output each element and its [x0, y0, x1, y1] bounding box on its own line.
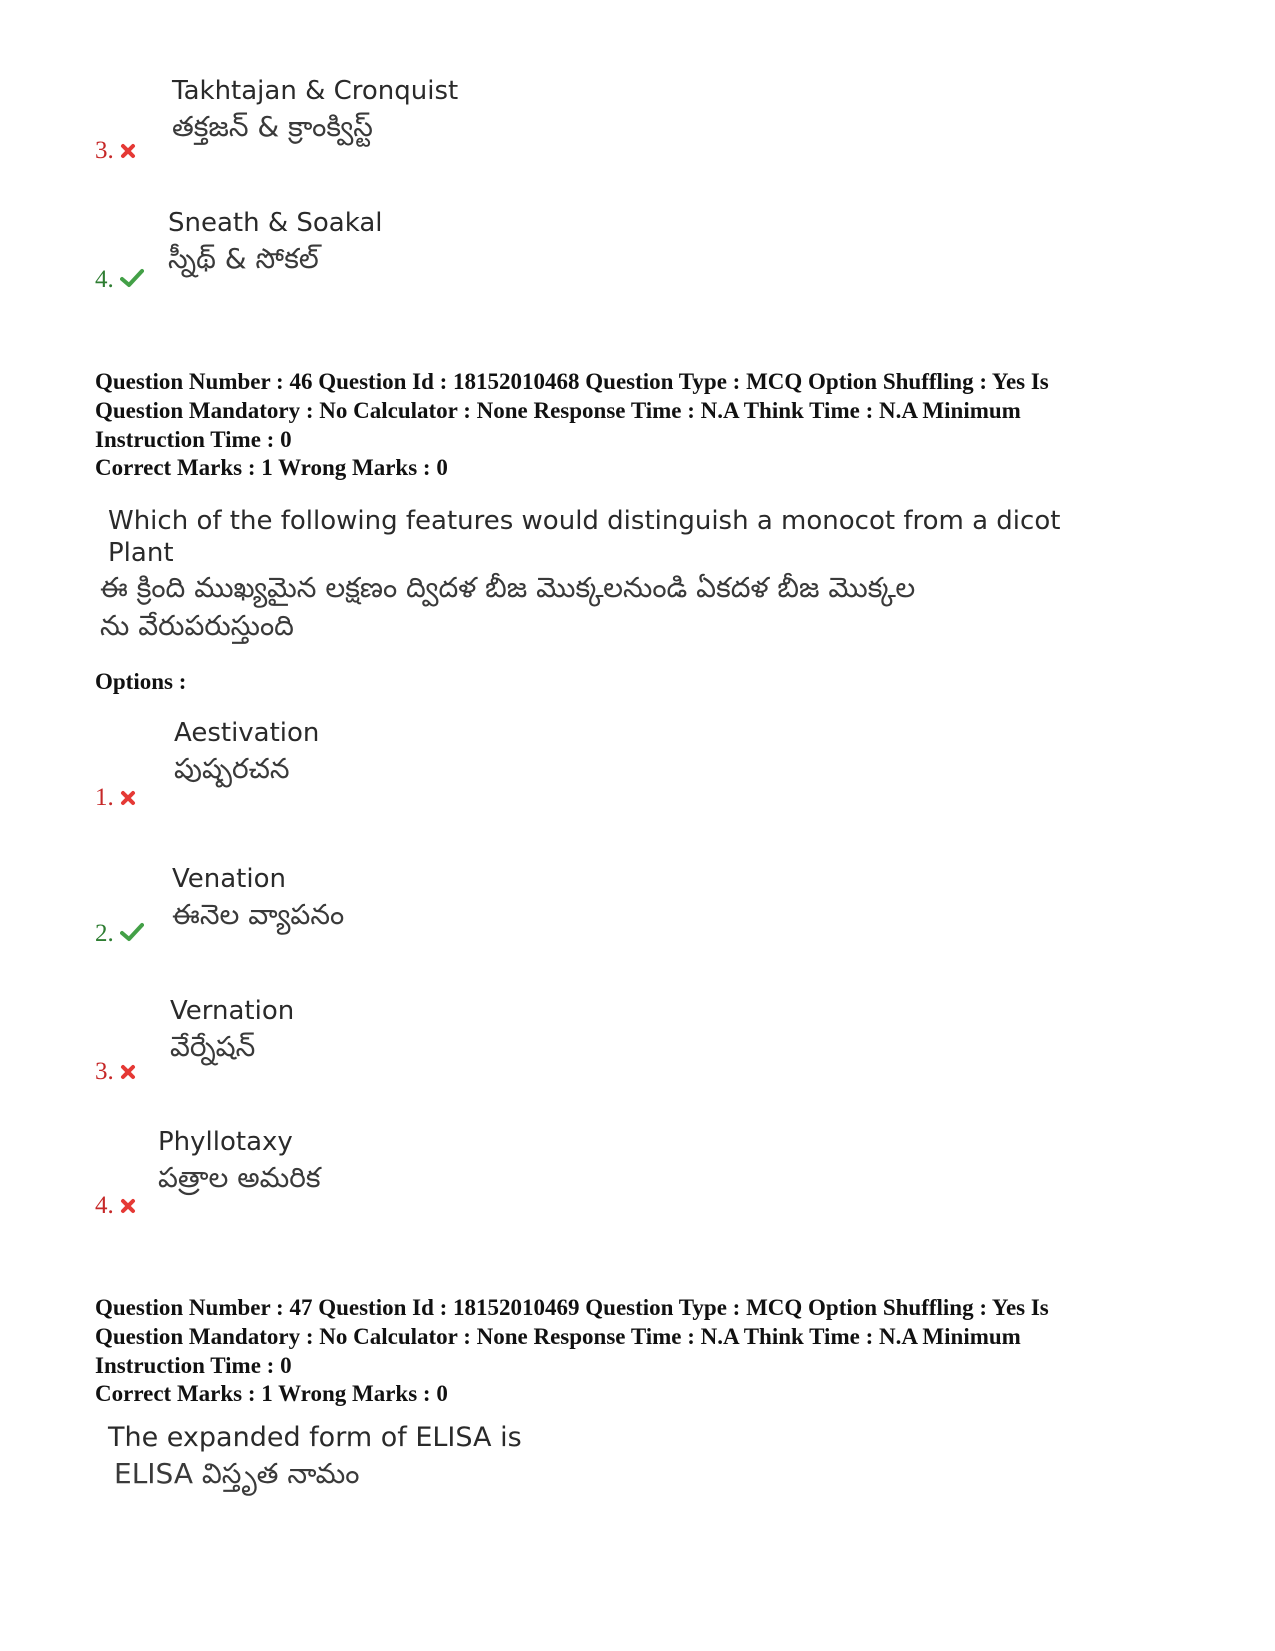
- option-text-te: పత్రాల అమరిక: [158, 1161, 321, 1194]
- question-47-meta: [95, 1293, 1195, 1380]
- meta-line: Question Number : 46 Question Id : 18152010468 Question Type : MCQ Option Shuffling : Yes Is: [95, 369, 1049, 394]
- wrong-cross-icon: [120, 1059, 136, 1087]
- question-text-line: Plant: [108, 538, 174, 568]
- meta-line: Question Mandatory : No Calculator : None Response Time : N.A Think Time : N.A Minimum: [95, 398, 1021, 423]
- meta-line: Question Mandatory : No Calculator : None Response Time : N.A Think Time : N.A Minimum: [95, 1324, 1021, 1349]
- options-heading: Options :: [95, 669, 187, 694]
- q46-option-4-label: [95, 1192, 136, 1221]
- correct-check-icon: [120, 267, 144, 295]
- option-number: 1.: [95, 784, 114, 811]
- wrong-cross-icon: [120, 785, 136, 813]
- q46-option-4-content: [158, 1125, 321, 1197]
- q46-option-2-label: [95, 920, 144, 949]
- wrong-cross-icon: [120, 138, 136, 166]
- question-46-marks: Correct Marks : 1 Wrong Marks : 0: [95, 455, 448, 480]
- option-text-en: Aestivation: [174, 718, 320, 748]
- meta-line: Question Number : 47 Question Id : 18152010469 Question Type : MCQ Option Shuffling : Yes Is: [95, 1295, 1049, 1320]
- option-text-te: వేర్నేషన్: [170, 1030, 256, 1063]
- question-text-line: ను వేరుపరుస్తుంది: [100, 609, 294, 642]
- question-46-meta: [95, 367, 1195, 454]
- option-number: 4.: [95, 266, 114, 293]
- prev-option-4-label: [95, 266, 144, 295]
- question-47-marks: Correct Marks : 1 Wrong Marks : 0: [95, 1381, 448, 1406]
- option-text-te: పుష్పరచన: [174, 752, 290, 785]
- prev-option-3-label: [95, 137, 136, 166]
- q46-option-2-content: [172, 862, 344, 934]
- question-text-line: ఈ క్రింది ముఖ్యమైన లక్షణం ద్విదళ బీజ మొక్కలనుండి ఏకదళ బీజ మొక్కల: [100, 571, 916, 604]
- option-text-en: Takhtajan & Cronquist: [172, 76, 459, 106]
- question-text-te: ELISA విస్తృత నామం: [114, 1457, 360, 1490]
- option-text-en: Sneath & Soakal: [168, 208, 383, 238]
- q46-option-3-content: [170, 994, 294, 1066]
- option-text-te: తక్తజన్ & క్రాంక్విస్ట్: [172, 110, 373, 143]
- question-text-line: Which of the following features would distinguish a monocot from a dicot: [108, 506, 1061, 536]
- option-number: 3.: [95, 1058, 114, 1085]
- meta-line: Instruction Time : 0: [95, 427, 292, 452]
- question-46-text-en: [108, 505, 1060, 569]
- option-text-en: Vernation: [170, 996, 295, 1026]
- prev-option-4-content: [168, 206, 383, 278]
- q46-option-1-content: [174, 716, 319, 788]
- question-46-text-te: [100, 569, 915, 645]
- meta-line: Instruction Time : 0: [95, 1353, 292, 1378]
- option-number: 4.: [95, 1192, 114, 1219]
- option-text-en: Venation: [172, 864, 286, 894]
- option-text-en: Phyllotaxy: [158, 1127, 293, 1157]
- question-text-en: The expanded form of ELISA is: [108, 1422, 522, 1453]
- correct-check-icon: [120, 921, 144, 949]
- wrong-cross-icon: [120, 1193, 136, 1221]
- prev-option-3-content: [172, 74, 458, 146]
- q46-option-1-label: [95, 784, 136, 813]
- option-text-te: స్నీథ్ & సోకల్: [168, 242, 319, 275]
- option-number: 2.: [95, 920, 114, 947]
- option-text-te: ఈనెల వ్యాపనం: [172, 898, 345, 931]
- q46-option-3-label: [95, 1058, 136, 1087]
- option-number: 3.: [95, 137, 114, 164]
- question-47-text: [108, 1421, 522, 1493]
